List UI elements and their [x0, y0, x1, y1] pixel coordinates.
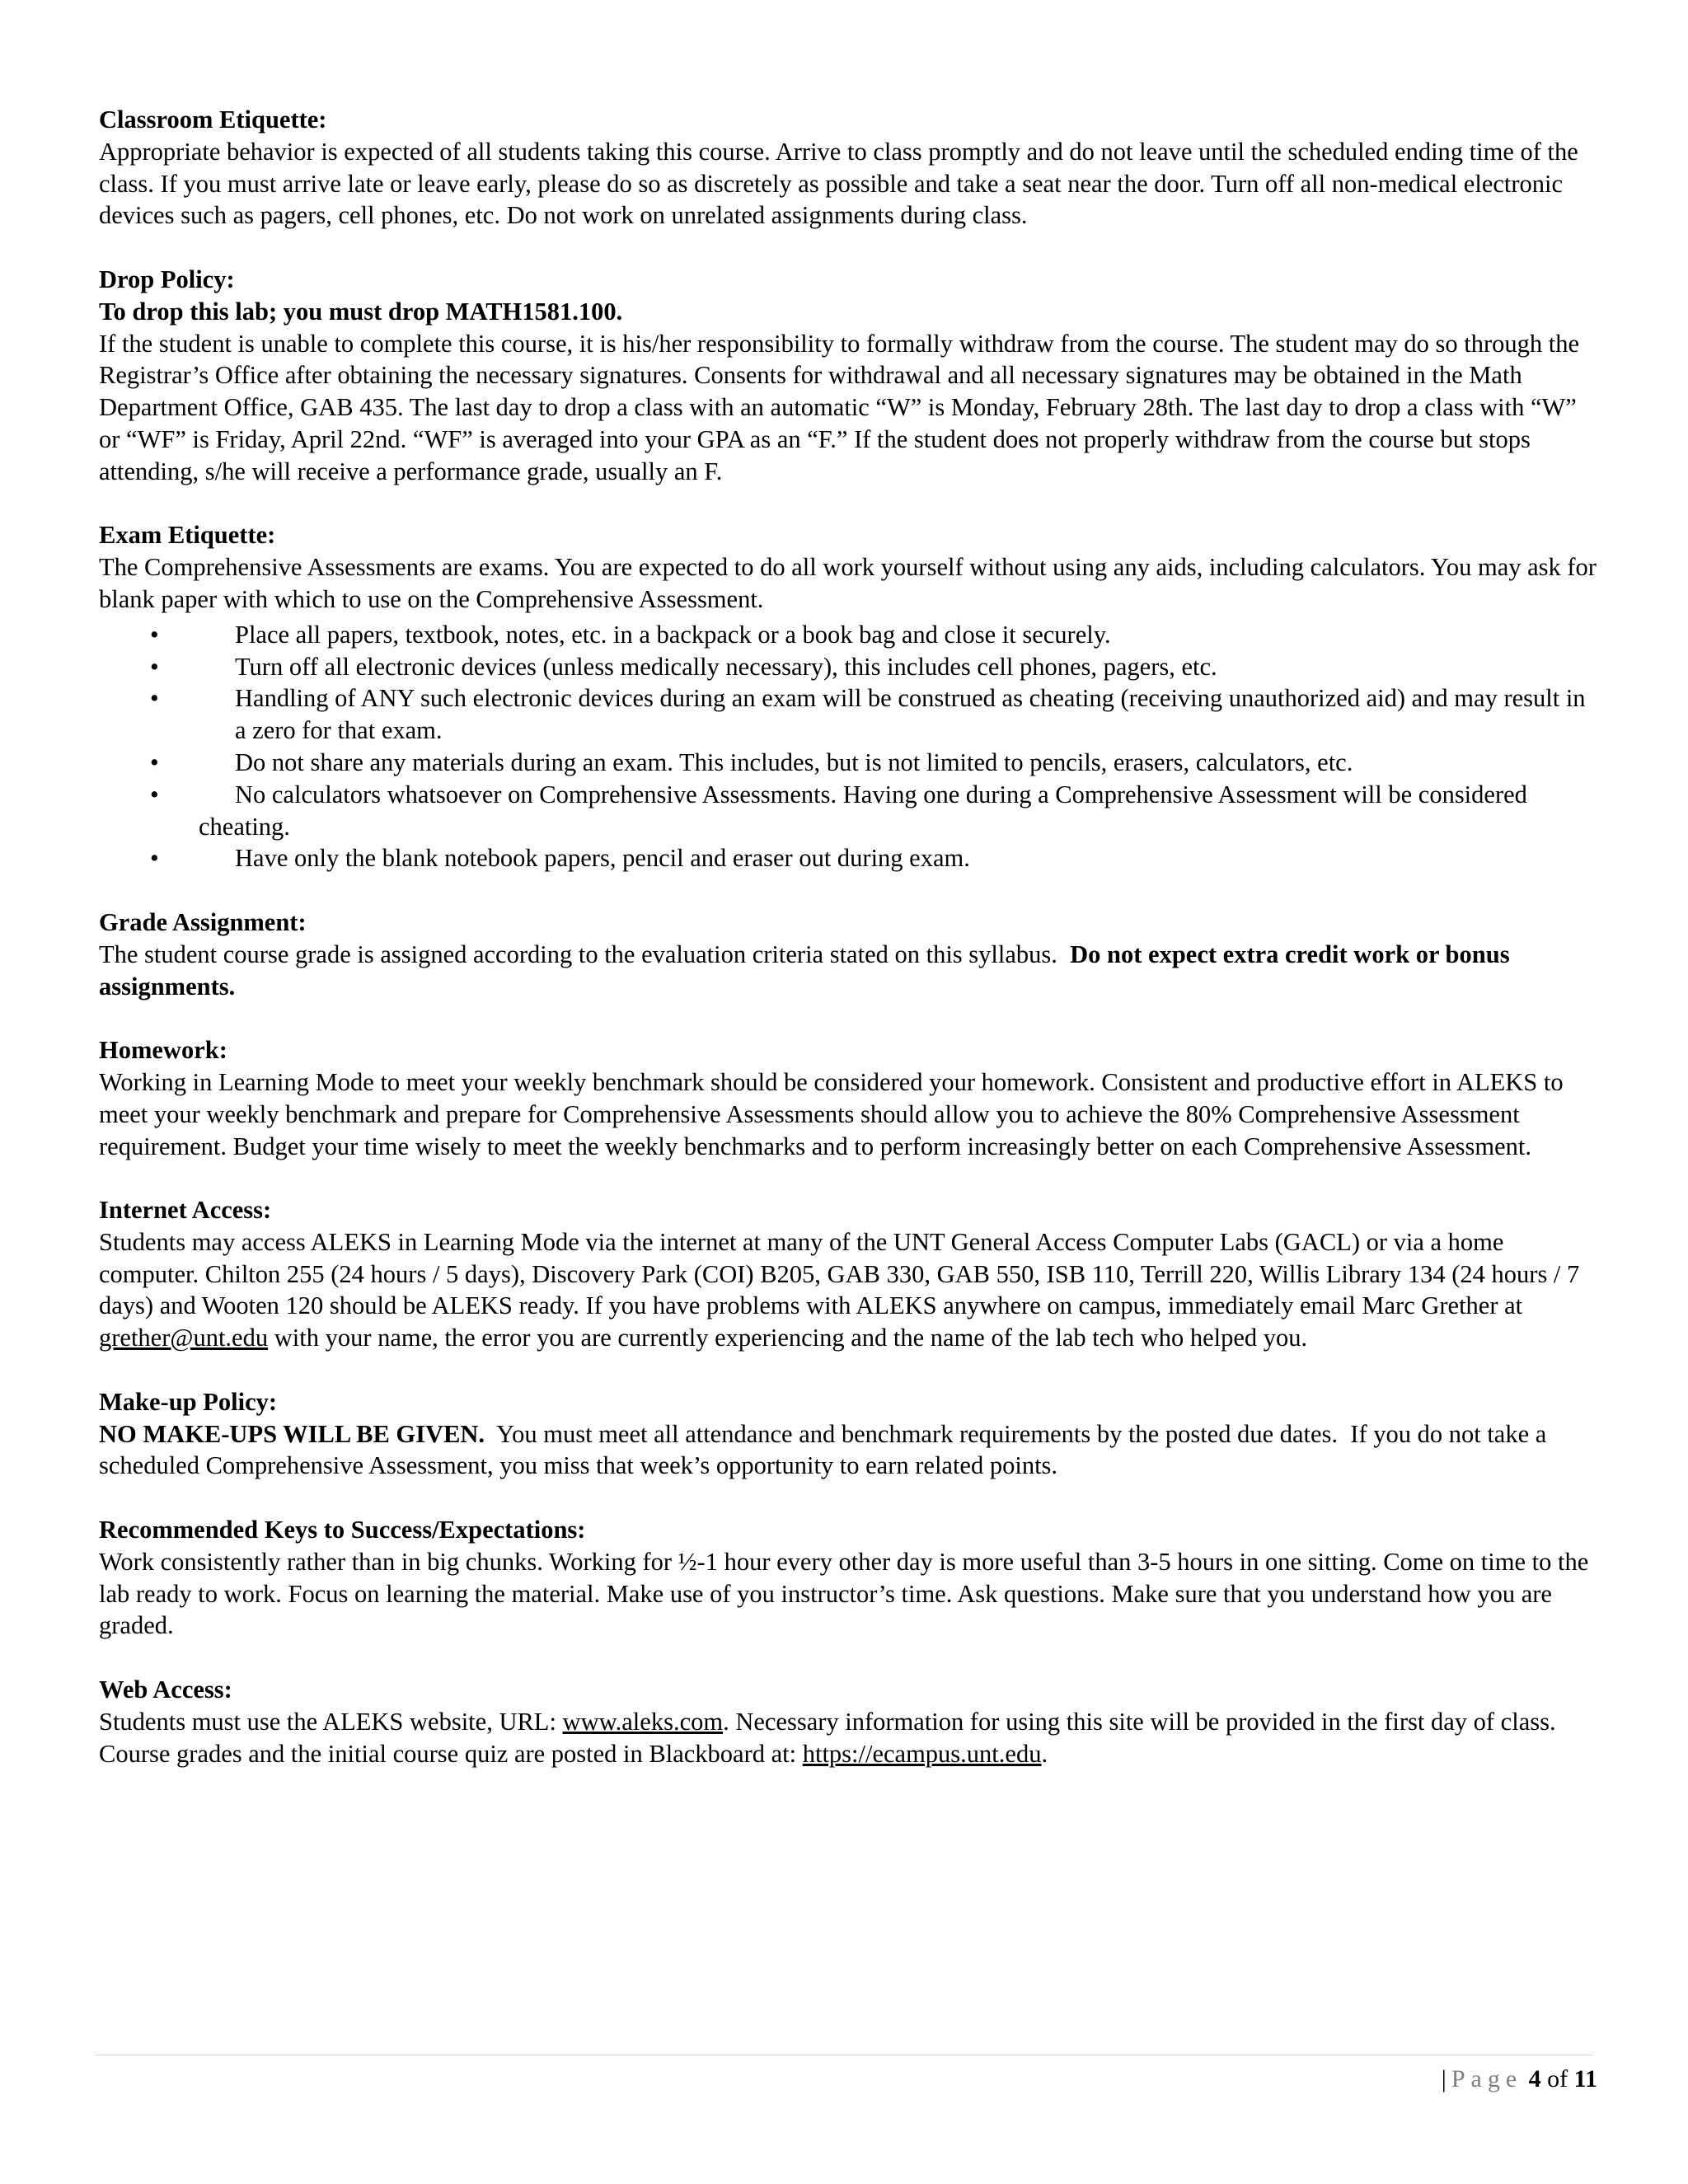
bullet-icon: • [150, 844, 159, 873]
bullet-icon: • [150, 780, 159, 808]
internet-access-section [99, 1194, 1597, 1354]
homework-section [99, 1034, 1597, 1162]
keys-to-success-section [99, 1514, 1597, 1642]
footer-bar: | [1441, 2065, 1447, 2093]
make-up-policy-emphasis: NO MAKE-UPS WILL BE GIVEN. [99, 1419, 485, 1448]
footer-page-word: Page [1451, 2065, 1523, 2093]
internet-access-heading: Internet Access: [99, 1196, 272, 1225]
list-item [99, 651, 1597, 683]
web-access-body-middle: . Necessary information for using this site will be provided in the first day of class. Course grades and the initial course quiz are posted in Blackboard at: [99, 1707, 1556, 1768]
classroom-etiquette-text: Appropriate behavior is expected of all students taking this course. Arrive to class promptly and do not leave until the scheduled ending time of the class. If you must arrive late or leave early, please do so as discretely as possible and take a seat near the door. Turn off all non-medical electronic devices such as pagers, cell phones, etc. Do not work on unrelated assignments during class. [99, 137, 1578, 230]
list-item-text: Do not share any materials during an exam. This includes, but is not limited to pencils, erasers, calculators, etc. [235, 748, 1353, 776]
grade-assignment-body: The student course grade is assigned according to the evaluation criteria stated on this syllabus. [99, 940, 1071, 968]
web-access-heading: Web Access: [99, 1675, 232, 1704]
aleks-url-link[interactable]: www.aleks.com [562, 1707, 724, 1736]
list-item-text: Handling of ANY such electronic devices during an exam will be construed as cheating (receiving unauthorized aid) and may result in a zero for that exam. [235, 684, 1586, 745]
list-item [99, 842, 1597, 874]
list-item [99, 779, 1597, 843]
syllabus-page [99, 104, 1597, 1802]
make-up-policy-text [99, 1418, 1597, 1483]
exam-etiquette-section [99, 519, 1597, 874]
homework-text: Working in Learning Mode to meet your weekly benchmark should be considered your homework. Consistent and productive effort in ALEKS to meet your weekly benchmark and prepare for Comprehensive Assessments should allow you to achieve the 80% Comprehensive Assessment requirement. Budget your time wisely to meet the weekly benchmarks and to perform increasingly better on each Comprehensive Assessment. [99, 1067, 1564, 1160]
web-access-body-end: . [1041, 1739, 1048, 1768]
blackboard-url-link[interactable]: https://ecampus.unt.edu [802, 1739, 1042, 1768]
keys-to-success-text: Work consistently rather than in big chunks. Working for ½-1 hour every other day is more useful than 3-5 hours in one sitting. Come on time to the lab ready to work. Focus on learning the material. Make use of you instructor’s time. Ask questions. Make sure that you understand how you are graded. [99, 1547, 1589, 1640]
grade-assignment-emphasis: Do not expect extra credit work or bonus assignments. [99, 940, 1510, 1001]
classroom-etiquette-heading: Classroom Etiquette: [99, 105, 327, 134]
list-item-text: Have only the blank notebook papers, pencil and eraser out during exam. [235, 844, 970, 873]
drop-policy-text: If the student is unable to complete this course, it is his/her responsibility to formally withdraw from the course. The student may do so through the Registrar’s Office after obtaining the necessary signatures. Consents for withdrawal and all necessary signatures may be obtained in the Math Department Office, GAB 435. The last day to drop a class with an automatic “W” is Monday, February 28th. The last day to drop a class with “W” or “WF” is Friday, April 22nd. “WF” is averaged into your GPA as an “F.” If the student does not properly withdraw from the course but stops attending, s/he will receive a performance grade, usually an F. [99, 329, 1580, 485]
page-footer [1442, 2064, 1597, 2094]
make-up-policy-body: You must meet all attendance and benchmark requirements by the posted due dates. If you do not take a scheduled Comprehensive Assessment, you miss that week’s opportunity to earn related points. [99, 1419, 1553, 1480]
bullet-icon: • [150, 620, 159, 649]
bullet-icon: • [150, 748, 159, 776]
internet-access-text [99, 1226, 1597, 1354]
drop-policy-subheading: To drop this lab; you must drop MATH1581.100. [99, 297, 623, 326]
list-item-text: Place all papers, textbook, notes, etc. in a backpack or a book bag and close it securely. [235, 620, 1111, 649]
list-item-text: No calculators whatsoever on Comprehensive Assessments. Having one during a Comprehensive Assessment will be considered cheating. [199, 780, 1527, 841]
web-access-section [99, 1674, 1597, 1769]
make-up-policy-section [99, 1386, 1597, 1482]
list-item-text: Turn off all electronic devices (unless medically necessary), this includes cell phones, pagers, etc. [235, 652, 1217, 681]
email-link[interactable]: grether@unt.edu [99, 1324, 269, 1352]
classroom-etiquette-section [99, 104, 1597, 232]
grade-assignment-section [99, 907, 1597, 1002]
total-pages: 11 [1573, 2065, 1597, 2093]
grade-assignment-text [99, 939, 1597, 1003]
keys-to-success-heading: Recommended Keys to Success/Expectations: [99, 1516, 586, 1544]
internet-access-body-end: with your name, the error you are currently experiencing and the name of the lab tech who helped you. [268, 1324, 1308, 1352]
drop-policy-heading: Drop Policy: [99, 265, 235, 293]
bullet-icon: • [150, 652, 159, 681]
drop-policy-section [99, 264, 1597, 488]
web-access-body: Students must use the ALEKS website, URL: [99, 1707, 563, 1736]
exam-etiquette-heading: Exam Etiquette: [99, 521, 276, 550]
list-item [99, 747, 1597, 779]
make-up-policy-heading: Make-up Policy: [99, 1387, 278, 1416]
exam-etiquette-text: The Comprehensive Assessments are exams. You are expected to do all work yourself without using any aids, including calculators. You may ask for blank paper with which to use on the Comprehensive Assessment. [99, 553, 1597, 613]
bullet-icon: • [150, 684, 159, 713]
grade-assignment-heading: Grade Assignment: [99, 907, 307, 936]
page-number: 4 [1528, 2065, 1541, 2093]
homework-heading: Homework: [99, 1036, 227, 1065]
exam-rules-list [99, 619, 1597, 874]
list-item [99, 619, 1597, 651]
internet-access-body: Students may access ALEKS in Learning Mode via the internet at many of the UNT General Access Computer Labs (GACL) or via a home computer. Chilton 255 (24 hours / 5 days), Discovery Park (COI) B205, GAB 330, GAB 550, ISB 110, Terrill 220, Willis Library 134 (24 hours / 7 days) and Wooten 120 should be ALEKS ready. If you have problems with ALEKS anywhere on campus, immediately email Marc Grether at [99, 1227, 1580, 1320]
footer-of-word: of [1547, 2065, 1568, 2093]
web-access-text [99, 1706, 1597, 1770]
list-item [99, 682, 1597, 747]
